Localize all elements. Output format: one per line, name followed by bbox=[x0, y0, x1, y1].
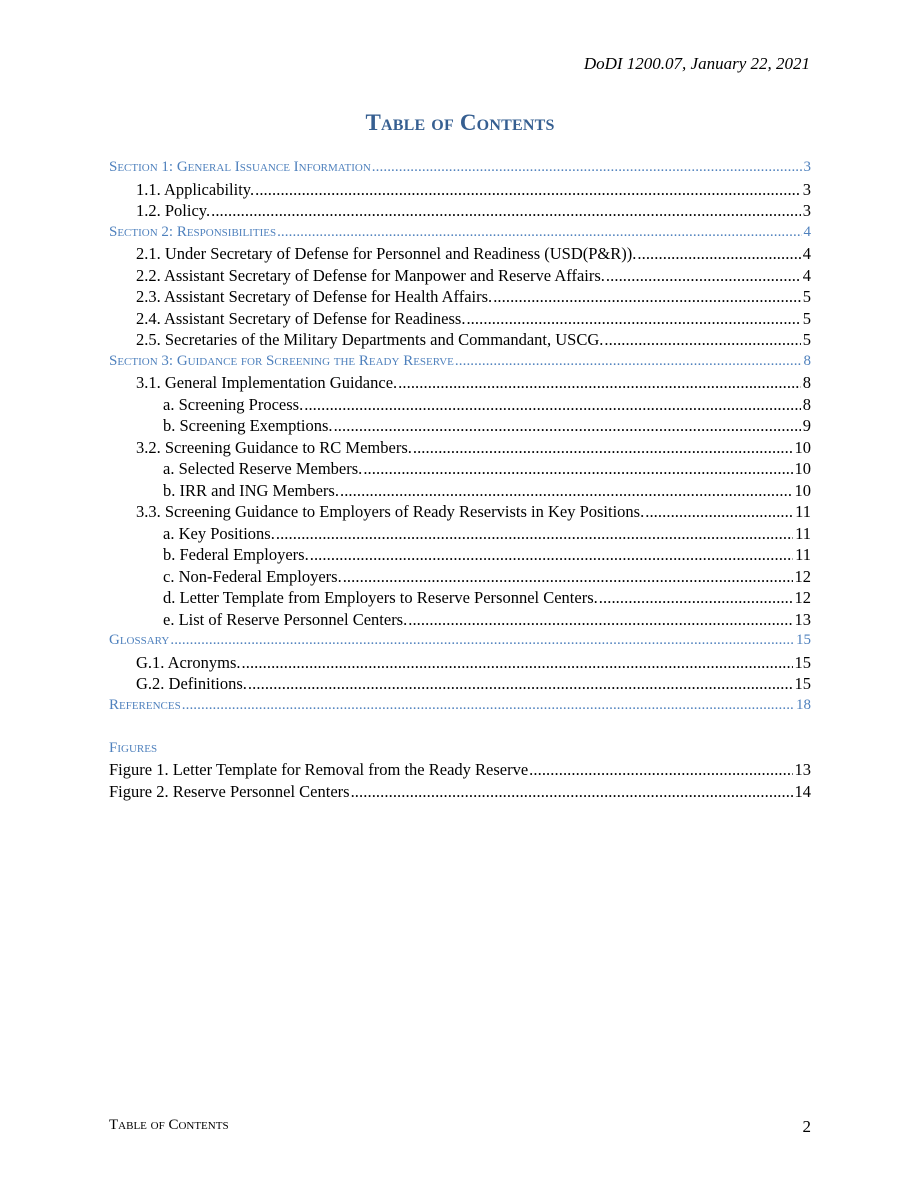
dot-leader bbox=[181, 695, 794, 717]
toc-page-number[interactable]: 13 bbox=[794, 609, 811, 629]
toc-entry-label[interactable]: e. List of Reserve Personnel Centers. bbox=[163, 609, 408, 629]
toc-page-number[interactable]: 4 bbox=[802, 265, 811, 285]
toc-entry-label[interactable]: 1.1. Applicability. bbox=[136, 179, 255, 199]
dot-leader bbox=[247, 673, 793, 695]
toc-section-row[interactable] bbox=[109, 157, 811, 179]
dot-leader bbox=[241, 652, 793, 674]
toc-page-number[interactable]: 15 bbox=[794, 674, 811, 693]
toc-entry-label[interactable]: 3.1. General Implementation Guidance. bbox=[136, 373, 398, 392]
toc-page-number[interactable]: 8 bbox=[802, 373, 811, 392]
toc-item-row[interactable] bbox=[109, 437, 811, 459]
toc-page-number[interactable]: 10 bbox=[794, 437, 811, 457]
dot-leader bbox=[454, 351, 802, 373]
toc-page-number[interactable]: 8 bbox=[802, 394, 811, 414]
toc-page-number[interactable]: 8 bbox=[803, 352, 811, 369]
toc-item-row[interactable] bbox=[109, 523, 811, 545]
toc-entry-label[interactable]: Section 3: Guidance for Screening the Ready Reserve bbox=[109, 352, 454, 369]
dot-leader bbox=[528, 759, 792, 781]
dot-leader bbox=[412, 437, 793, 459]
toc-entry-label[interactable]: a. Key Positions. bbox=[163, 523, 275, 543]
toc-item-row[interactable] bbox=[109, 415, 811, 437]
figure-row[interactable] bbox=[109, 759, 811, 781]
dot-leader bbox=[407, 609, 792, 631]
dot-leader bbox=[598, 587, 793, 609]
toc-item-row[interactable] bbox=[109, 243, 811, 265]
toc-page-number[interactable]: 5 bbox=[802, 287, 811, 306]
dot-leader bbox=[350, 781, 793, 803]
toc-item-row[interactable] bbox=[109, 372, 811, 394]
dot-leader bbox=[362, 458, 792, 480]
toc-section-row[interactable] bbox=[109, 695, 811, 717]
dot-leader bbox=[636, 243, 800, 265]
toc-entry-label[interactable]: a. Screening Process. bbox=[163, 394, 304, 414]
toc-item-row[interactable] bbox=[109, 673, 811, 695]
toc-entry-label[interactable]: b. IRR and ING Members. bbox=[163, 480, 339, 500]
toc-page-number[interactable]: 11 bbox=[795, 502, 811, 521]
toc-page-number[interactable]: 10 bbox=[794, 459, 811, 478]
toc-entry-label[interactable]: 3.3. Screening Guidance to Employers of Ready Reservists in Key Positions. bbox=[136, 502, 645, 521]
dot-leader bbox=[276, 222, 801, 244]
toc-page-number[interactable]: 11 bbox=[795, 523, 811, 543]
toc-entry-label[interactable]: 1.2. Policy. bbox=[136, 201, 211, 220]
toc-entry-label[interactable]: 2.2. Assistant Secretary of Defense for Manpower and Reserve Affairs. bbox=[136, 265, 605, 285]
toc-page-number[interactable]: 15 bbox=[794, 652, 811, 672]
toc-page-number[interactable]: 3 bbox=[802, 201, 811, 220]
dot-leader bbox=[333, 415, 801, 437]
toc-entry-label[interactable]: References bbox=[109, 696, 181, 713]
toc-entry-label[interactable]: c. Non-Federal Employers. bbox=[163, 566, 342, 586]
toc-page-number[interactable]: 12 bbox=[794, 588, 811, 607]
toc-item-row[interactable] bbox=[109, 329, 811, 351]
toc-item-row[interactable] bbox=[109, 394, 811, 416]
dot-leader bbox=[275, 523, 793, 545]
toc-page-number[interactable]: 5 bbox=[802, 330, 811, 349]
toc-section-row[interactable] bbox=[109, 630, 811, 652]
dot-leader bbox=[644, 501, 793, 523]
toc-entry-label[interactable]: Figure 1. Letter Template for Removal from the Ready Reserve bbox=[109, 760, 529, 779]
toc-page-number[interactable]: 14 bbox=[794, 781, 811, 801]
toc-page-number[interactable]: 3 bbox=[803, 159, 811, 175]
dot-leader bbox=[371, 157, 802, 179]
figure-row[interactable] bbox=[109, 781, 811, 803]
toc-item-row[interactable] bbox=[109, 566, 811, 588]
toc-page-number[interactable]: 12 bbox=[794, 566, 811, 586]
toc-entry-label[interactable]: 2.1. Under Secretary of Defense for Personnel and Readiness (USD(P&R)). bbox=[136, 244, 637, 263]
toc-item-row[interactable] bbox=[109, 458, 811, 480]
footer-page-number: 2 bbox=[802, 1117, 811, 1136]
toc-page-number[interactable]: 10 bbox=[794, 480, 811, 500]
page-title: Table of Contents bbox=[365, 110, 555, 135]
toc-page-number[interactable]: 11 bbox=[795, 545, 811, 564]
toc-entry-label[interactable]: Section 2: Responsibilities bbox=[109, 223, 277, 240]
figures-heading[interactable]: Figures bbox=[109, 739, 158, 756]
dot-leader bbox=[309, 544, 793, 566]
toc-page-number[interactable]: 15 bbox=[796, 632, 811, 648]
toc-entry-label[interactable]: d. Letter Template from Employers to Reserve Personnel Centers. bbox=[163, 588, 598, 607]
toc-entry-label[interactable]: Section 1: General Issuance Information bbox=[109, 159, 371, 175]
toc-section-row[interactable] bbox=[109, 222, 811, 244]
toc-entry-label[interactable]: G.1. Acronyms. bbox=[136, 652, 241, 672]
document-header: DoDI 1200.07, January 22, 2021 bbox=[583, 54, 810, 73]
toc-page-number[interactable]: 5 bbox=[802, 308, 811, 328]
toc-item-row[interactable] bbox=[109, 200, 811, 222]
toc-page-number[interactable]: 3 bbox=[802, 179, 811, 199]
toc-item-row[interactable] bbox=[109, 652, 811, 674]
dot-leader bbox=[603, 329, 800, 351]
toc-entry-label[interactable]: 3.2. Screening Guidance to RC Members. bbox=[136, 437, 412, 457]
dot-leader bbox=[492, 286, 801, 308]
toc-entry-label[interactable]: a. Selected Reserve Members. bbox=[163, 459, 363, 478]
toc-item-row[interactable] bbox=[109, 609, 811, 631]
dot-leader bbox=[254, 179, 801, 201]
toc-page-number[interactable]: 13 bbox=[794, 760, 811, 779]
table-of-contents bbox=[109, 157, 811, 802]
toc-item-row[interactable] bbox=[109, 501, 811, 523]
toc-page-number[interactable]: 18 bbox=[796, 696, 811, 713]
toc-item-row[interactable] bbox=[109, 544, 811, 566]
toc-entry-label[interactable]: 2.5. Secretaries of the Military Departments and Commandant, USCG. bbox=[136, 330, 604, 349]
toc-page-number[interactable]: 4 bbox=[803, 223, 811, 240]
dot-leader bbox=[465, 308, 800, 330]
toc-entry-label[interactable]: G.2. Definitions. bbox=[136, 674, 247, 693]
toc-section-row[interactable] bbox=[109, 351, 811, 373]
dot-leader bbox=[169, 630, 794, 652]
toc-entry-label[interactable]: 2.4. Assistant Secretary of Defense for Readiness. bbox=[136, 308, 466, 328]
dot-leader bbox=[397, 372, 801, 394]
toc-item-row[interactable] bbox=[109, 308, 811, 330]
toc-entry-label[interactable]: b. Screening Exemptions. bbox=[163, 416, 333, 435]
toc-item-row[interactable] bbox=[109, 587, 811, 609]
toc-page-number[interactable]: 4 bbox=[802, 244, 811, 263]
dot-leader bbox=[342, 566, 793, 588]
toc-spacer bbox=[109, 716, 811, 738]
toc-page-number[interactable]: 9 bbox=[802, 416, 811, 435]
toc-item-row[interactable] bbox=[109, 179, 811, 201]
dot-leader bbox=[605, 265, 801, 287]
toc-entry-label[interactable]: Glossary bbox=[109, 632, 170, 648]
dot-leader bbox=[210, 200, 801, 222]
toc-item-row[interactable] bbox=[109, 265, 811, 287]
toc-item-row[interactable] bbox=[109, 480, 811, 502]
toc-entry-label[interactable]: b. Federal Employers. bbox=[163, 545, 309, 564]
footer-section-label: Table of Contents bbox=[109, 1117, 229, 1133]
toc-item-row[interactable] bbox=[109, 286, 811, 308]
toc-entry-label[interactable]: Figure 2. Reserve Personnel Centers bbox=[109, 781, 350, 801]
dot-leader bbox=[303, 394, 801, 416]
toc-entry-label[interactable]: 2.3. Assistant Secretary of Defense for Health Affairs. bbox=[136, 287, 493, 306]
dot-leader bbox=[339, 480, 793, 502]
